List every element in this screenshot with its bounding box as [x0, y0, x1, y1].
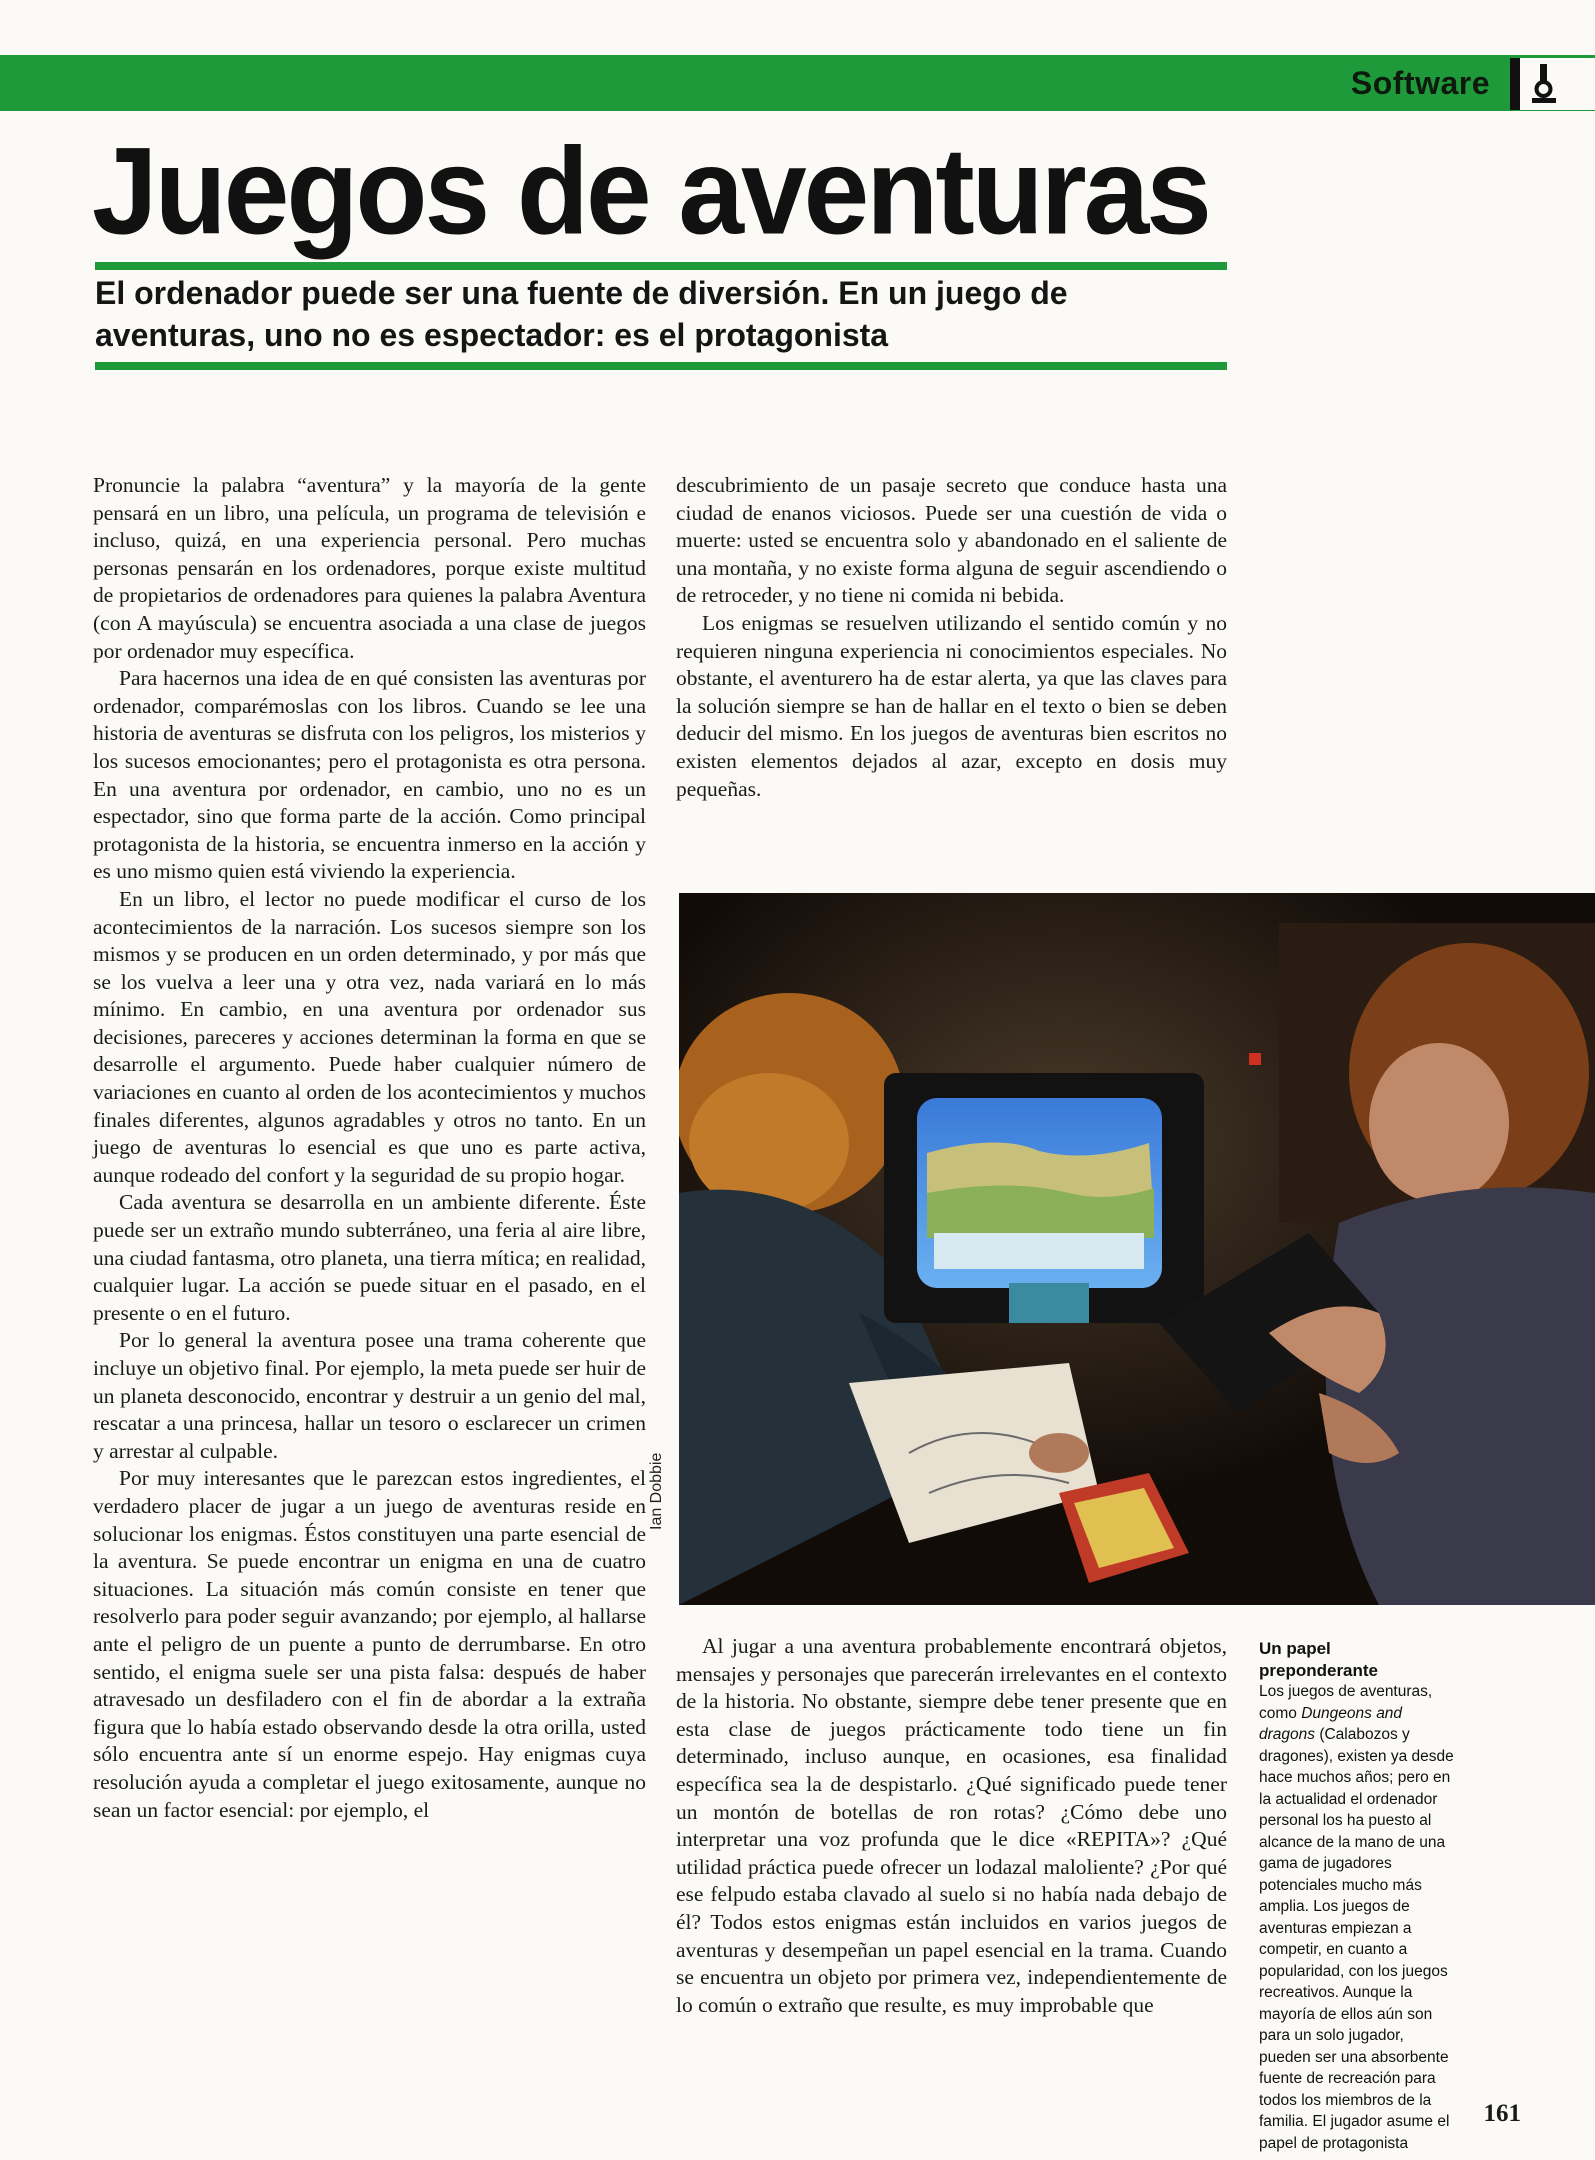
subtitle: El ordenador puede ser una fuente de diversión. En un juego de aventuras, uno no es espectador: es el protagonista — [95, 275, 1068, 353]
article-photo — [679, 893, 1595, 1605]
paragraph: Por lo general la aventura posee una trama coherente que incluye un objetivo final. Por ejemplo, la meta puede ser huir de un planeta desconocido, encontrar y destruir a un genio del mal, rescatar a una princesa, hallar un tesoro o esclarecer un crimen y arrestar al culpable. — [93, 1328, 646, 1463]
paragraph: Los enigmas se resuelven utilizando el sentido común y no requieren ninguna experiencia ni conocimientos especiales. No obstante, el aventurero ha de estar alerta, ya que las claves para la solución siempre se han de hallar en el texto o bien se deben deducir del mismo. En los juegos de aventuras bien escritos no existen elementos dejados al azar, excepto en dosis muy pequeñas. — [676, 610, 1227, 801]
joystick-icon — [1510, 58, 1595, 110]
article-column-2 — [676, 472, 1227, 803]
paragraph: descubrimiento de un pasaje secreto que conduce hasta una ciudad de enanos viciosos. Puede ser una cuestión de vida o muerte: usted se encuentra solo y abandonado en el saliente de una montaña, y no existe forma alguna de seguir ascendiendo o de retroceder, y no tiene ni comida ni bebida. — [676, 473, 1227, 608]
title-rule-bottom — [95, 362, 1227, 370]
article-column-1 — [93, 472, 646, 1824]
paragraph: Cada aventura se desarrolla en un ambiente diferente. Éste puede ser un extraño mundo subterráneo, una feria al aire libre, una ciudad fantasma, otro planeta, una tierra mítica; en realidad, cualquier lugar. La acción se puede situar en el pasado, en el presente o en el futuro. — [93, 1190, 646, 1325]
paragraph: Al jugar a una aventura probablemente encontrará objetos, mensajes y personajes que parecerán irrelevantes en el contexto de la historia. No obstante, siempre debe tener presente que en esta clase de juegos prácticamente todo tiene un fin determinado, incluso aunque, en ocasiones, esa finalidad específica sea la de despistarlo. ¿Qué significado puede tener un montón de botellas de ron rotas? ¿Cómo debe uno interpretar una voz profunda que le dice «REPITA»? ¿Qué utilidad práctica puede ofrecer un lodazal maloliente? ¿Por qué ese felpudo estaba clavado al suelo si no había nada debajo de él? Todos estos enigmas están incluidos en varios juegos de aventuras y desempeñan un papel esencial en la trama. Cuando se encuentra un objeto por primera vez, independientemente de lo común o extraño que resulte, es muy improbable que — [676, 1634, 1227, 2017]
section-label: Software — [1350, 65, 1490, 101]
caption-italic: Dungeons and dragons — [1259, 1704, 1403, 1743]
caption-text: Los juegos de aventuras, como — [1259, 1683, 1433, 1722]
paragraph: En un libro, el lector no puede modificar el curso de los acontecimientos de la narración. Los sucesos siempre son los mismos y se producen en un orden determinado, y por más que se los vuelva a leer una y otra vez, nada variará en lo más mínimo. En cambio, en una aventura por ordenador sus decisiones, pareceres y acciones determinan la forma en que se desarrolle el argumento. Puede haber cualquier número de variaciones en cuanto al orden de los acontecimientos y muchos finales diferentes, algunos agradables y otros no tanto. En un juego de aventuras lo esencial es que uno es parte activa, aunque rodeado del confort y la seguridad de su propio hogar. — [93, 886, 646, 1187]
page-number: 161 — [1483, 2100, 1521, 2127]
title-rule-top — [95, 262, 1227, 270]
paragraph: Para hacernos una idea de en qué consisten las aventuras por ordenador, comparémoslas con los libros. Cuando se lee una historia de aventuras se disfruta con los peligros, los misterios y los sucesos emocionantes; pero el protagonista es otra persona. En una aventura por ordenador, en cambio, uno no es un espectador, sino que forma parte de la acción. Como principal protagonista de la historia, se encuentra inmerso en la acción y es uno mismo quien está viviendo la experiencia. — [93, 666, 646, 884]
paragraph: Pronuncie la palabra “aventura” y la mayoría de la gente pensará en un libro, una película, un programa de televisión e incluso, quizá, en una experiencia personal. Pero muchas personas pensarán en los ordenadores, porque existe multitud de propietarios de ordenadores para quienes la palabra Aventura (con A mayúscula) se encuentra asociada a una clase de juegos por ordenador muy específica. — [93, 473, 646, 663]
photo-credit: Ian Dobbie — [648, 1452, 665, 1530]
paragraph: Por muy interesantes que le parezcan estos ingredientes, el verdadero placer de jugar a un juego de aventuras reside en solucionar los enigmas. Éstos constituyen una parte esencial de la aventura. Se puede encontrar un enigma en una de cuatro situaciones. La situación más común consiste en tener que resolverlo para poder seguir avanzando; por ejemplo, al hallarse ante el peligro de un puente a punto de derrumbarse. En otro sentido, el enigma suele ser una pista falsa: después de haber atravesado un desfiladero con el fin de abordar a la extraña figura que lo había estado observando desde la otra orilla, usted sólo encuentra ante sí un enorme espejo. Hay enigmas cuya resolución ayuda a completar el juego exitosamente, aunque no sean un factor esencial: por ejemplo, el — [93, 1466, 646, 1822]
caption-text: (Calabozos y dragones), existen ya desde hace muchos años; pero en la actualidad el ordenador personal los ha puesto al alcance de la mano de una gama de jugadores potenciales mucho más amplia. Los juegos de aventuras empiezan a competir, en cuanto a popularidad, con los juegos recreativos. Aunque la mayoría de ellos aún son para un solo jugador, pueden ser una absorbente fuente de recreación para todos los miembros de la familia. El jugador asume el papel de protagonista — [1259, 1726, 1454, 2152]
caption-title: Un papel preponderante — [1259, 1639, 1379, 1680]
photo-caption — [1259, 1638, 1454, 2154]
article-column-3 — [676, 1633, 1227, 2019]
page-title: Juegos de aventuras — [92, 122, 1209, 261]
